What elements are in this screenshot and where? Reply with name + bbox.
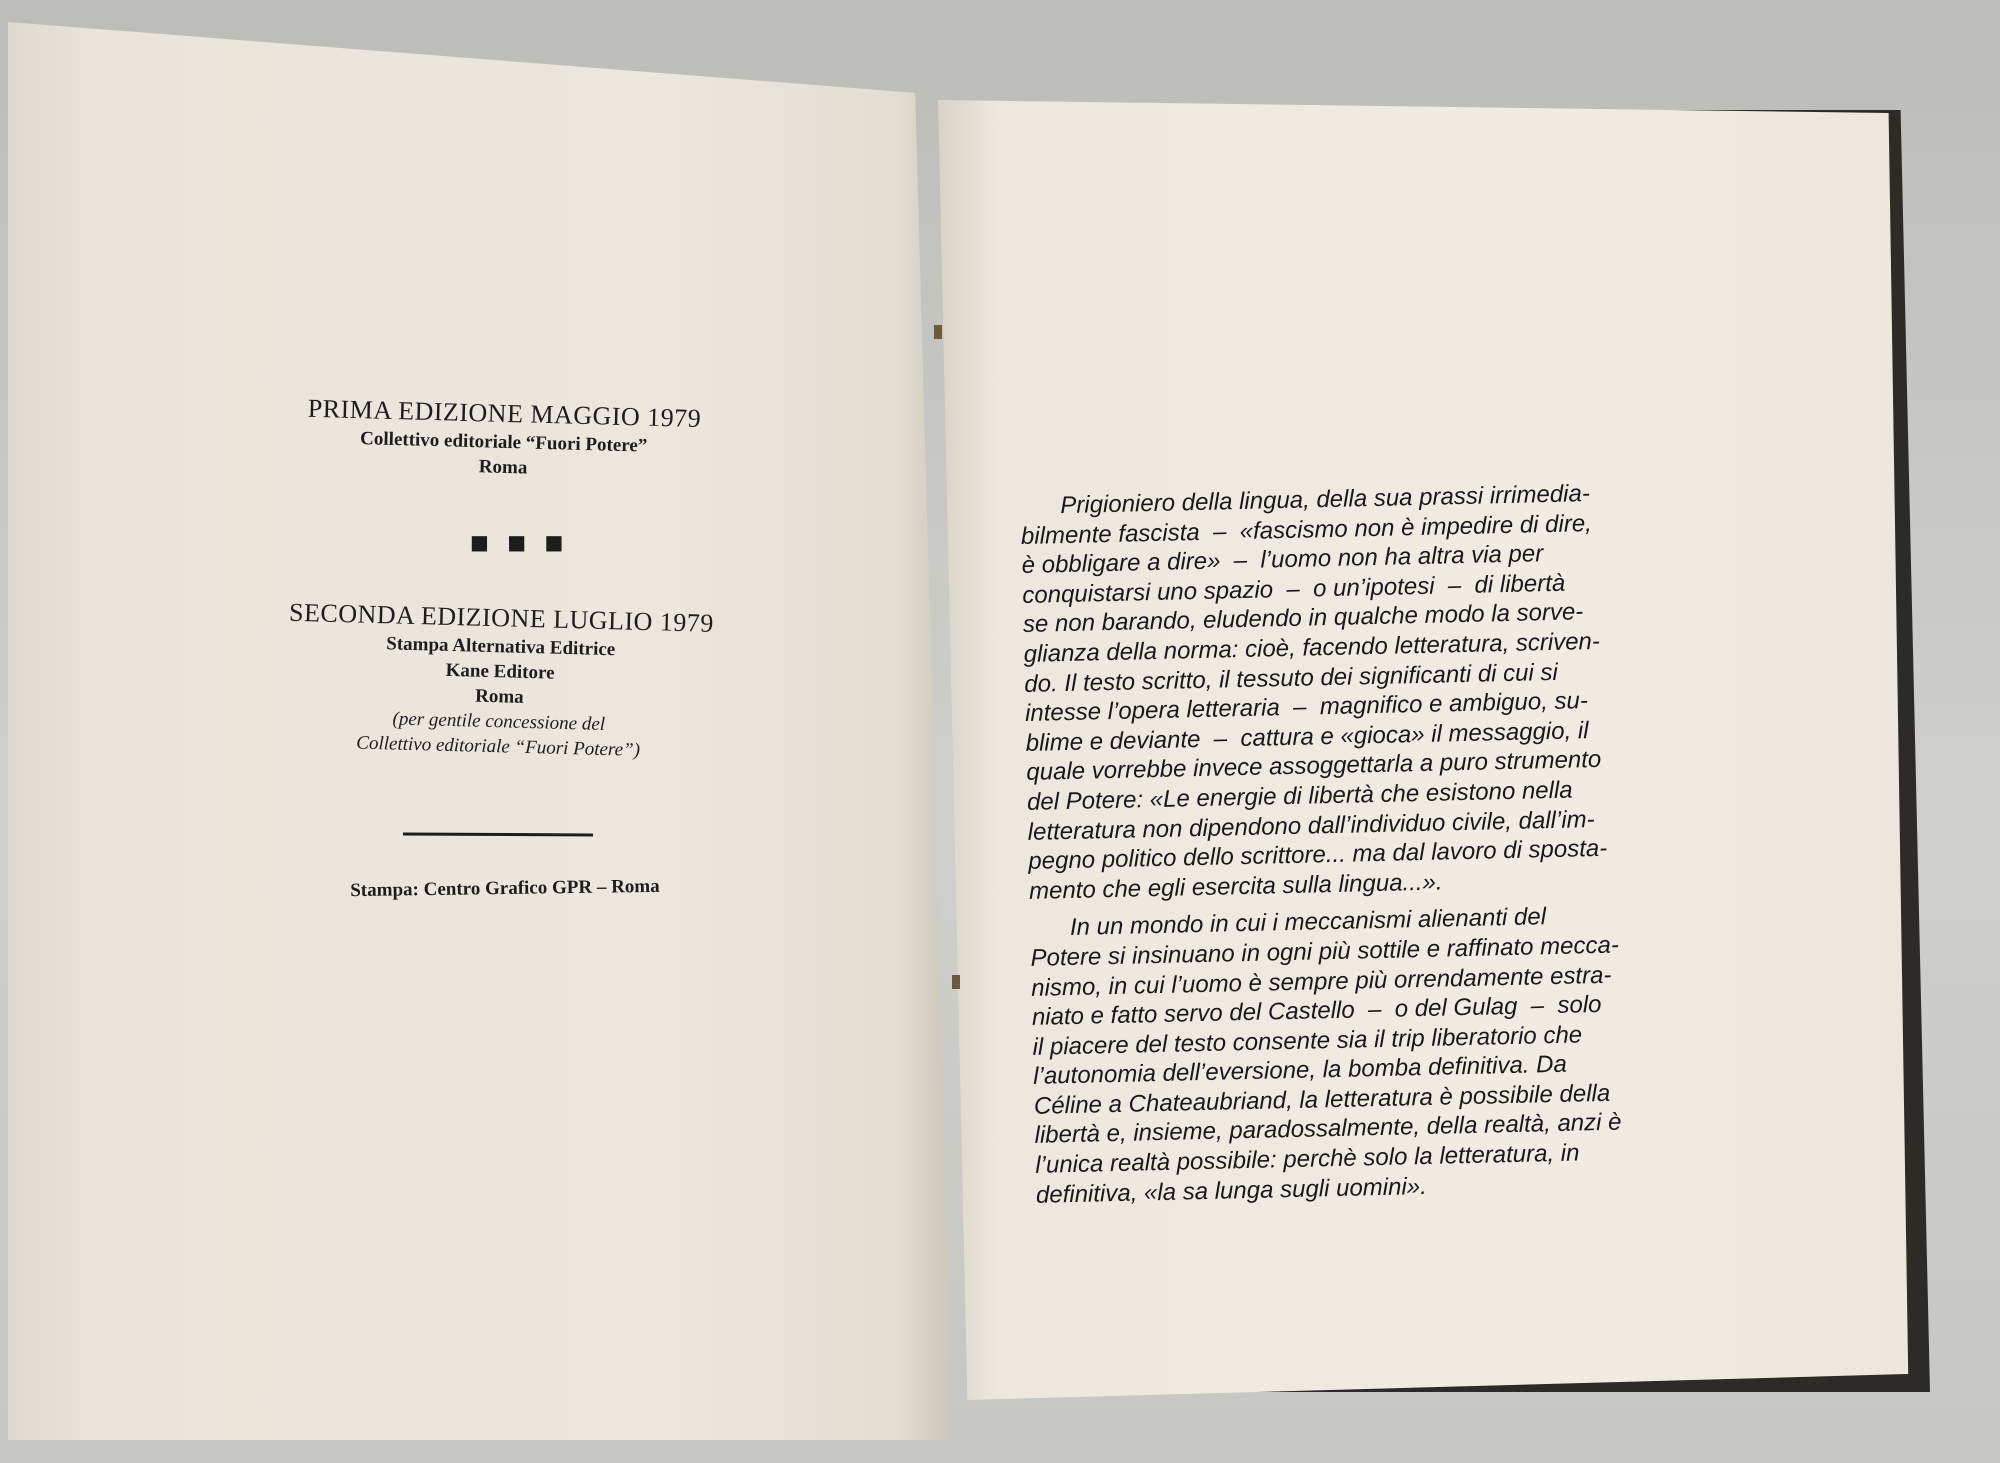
- first-edition-city: Roma: [478, 456, 528, 479]
- binding-staple-bottom: [952, 975, 960, 989]
- second-edition-note-2: Collettivo editoriale “Fuori Potere”): [356, 732, 641, 761]
- right-page-text: [1020, 475, 1806, 1219]
- first-edition-publisher: Collettivo editoriale “Fuori Potere”: [359, 428, 648, 457]
- binding-staple-top: [934, 325, 942, 339]
- second-edition-publisher-1: Stampa Alternativa Editrice: [386, 633, 616, 661]
- first-edition-heading: PRIMA EDIZIONE MAGGIO 1979: [307, 393, 702, 434]
- paragraph-2: In un mondo in cui i meccanismi alienanti del Potere si insinuano in ogni più sottile e raffinato mecca- nismo, in cui l’uomo è sempre più orrendamente estra- niato e fatto servo del Castello – o del Gulag – solo il piacere del testo consente sia il trip liberatorio che l’autonomia dell’eversione, la bomba definitiva. Da Céline a Chateaubriand, la letteratura è possibile della libertà e, insieme, paradossalmente, della realtà, anzi è l’unica realtà possibile: perchè solo la letteratura, in definitiva, «la sa lunga sugli uomini».: [1029, 903, 1622, 1209]
- second-edition-city: Roma: [474, 685, 524, 708]
- first-edition-block: [278, 392, 730, 486]
- separator-dots: ■ ■ ■: [470, 530, 570, 554]
- printer-credit: Stampa: Centro Grafico GPR – Roma: [350, 875, 660, 902]
- second-edition-heading: SECONDA EDIZIONE LUGLIO 1979: [288, 597, 715, 638]
- second-edition-note-1: (per gentile concessione del: [392, 708, 606, 736]
- second-edition-block: [258, 596, 742, 766]
- paragraph-1: Prigioniero della lingua, della sua prassi irrimedia- bilmente fascista – «fascismo non è impedire di dire, è obbligare a dire» – l’uomo non ha altra via per conquistarsi uno spazio – o un’ipotesi – di libertà se non barando, eludendo in qualche modo la sorve- glianza della norma: cioè, facendo letteratura, scriven- do. Il testo scritto, il tessuto dei significanti di cui si intesse l’opera letteraria – magnifico e ambiguo, su- blime e deviante – cattura e «gioca» il messaggio, il quale vorrebbe invece assoggettarla a puro strumento del Potere: «Le energie di libertà che esistono nella letteratura non dipendono dall’individuo civile, dall’im- pegno politico dello scrittore... ma dal lavoro di sposta- mento che egli esercita sulla lingua...».: [1020, 480, 1608, 905]
- second-edition-publisher-2: Kane Editore: [445, 659, 555, 684]
